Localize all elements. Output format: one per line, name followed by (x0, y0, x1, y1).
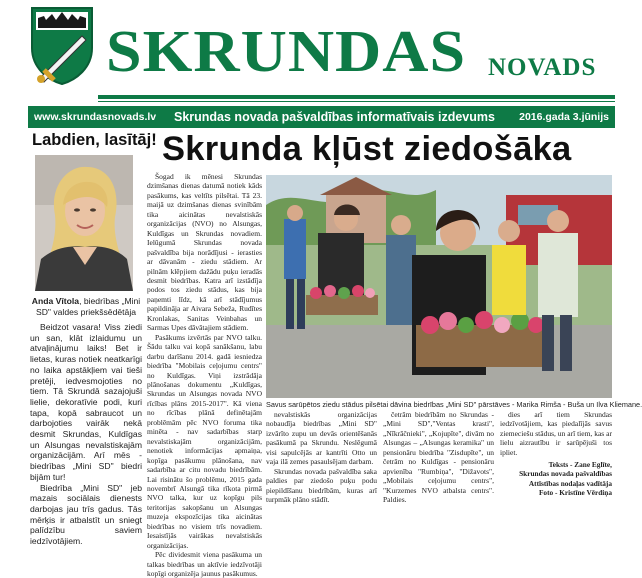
article-column-2 (266, 410, 377, 505)
masthead-rule-thin (98, 101, 615, 102)
article-paragraph: dies arī tiem Skrundas iedzīvotājiem, kas piedalījās savus ziemeciešu stādus, un arī tiem, kas ar lielu aizrautību ir sarūpējuši tos ipliet. (500, 410, 612, 457)
credit-line: Teksts - Zane Eglīte, (548, 460, 612, 470)
caption-role: , biedrības „Mini SD" valdes priekšsēdētāja (35, 296, 141, 317)
caption-name: Anda Vītola (31, 296, 80, 306)
article-paragraph: Pasākums izvērtās par NVO talku. Šādu talku vai kopā sanākšanu, labu darbu darīšanu 2014. gadā iesniedza biedrība "Mobilais ceļojumu centrs" no Kuldīgas. Viņi izstrādāja plānošanas dokumentu „Kuldīgas, Skrundas un Alsungas novada NVO rīcības plāns 2015-2017". Kā viena no rīcības plānā definētajām problēmām pēc NVO foruma tika minēta - nav sadarbības starp nevalstiskajām organizācijām, nenotiek informācijas apmaiņa, kopīga pasākumu plānošana, nav sadarbība ar citu novadu biedrībām. Lai risinātu šo problēmu, 2015 gada novembrī Alsungā tika rīkota pirmā NVO talka, kur uz kopīgu pils teritorijas sakopšanu un Alsungas muzeja ekspozīcijas tika aicinātas biedrības no visiem trīs novadiem. Iesaistījās vairākas nevalstiskās organizācijas. (147, 332, 262, 550)
greeting-body (30, 322, 142, 547)
credit-line: Foto - Kristīne Vērdiņa (538, 487, 612, 497)
article-column-1 (147, 172, 262, 578)
article-paragraph: Skrundas novada pašvaldība saka paldies par ziedošo puķu podu piepildīšanu biedrībām, kuras arī turpmāk plāno stādīt. (266, 466, 377, 505)
photo-caption: Savus sarūpētos ziedu stādus pilsētai dāvina biedrības „Mini SD" pārstāves - Marika Rimša - Buša un Ilva Kliemane. (266, 400, 642, 409)
masthead-band (28, 106, 615, 128)
coat-of-arms-icon (30, 6, 94, 86)
article-headline: Skrunda kļūst ziedošāka (162, 130, 572, 168)
portrait-caption (30, 296, 142, 317)
credit-line: Skrundas novada pašvaldības (519, 469, 612, 479)
website-url: www.skrundasnovads.lv (34, 111, 157, 123)
article-paragraph: nevalstiskās organizācijas nobaudīja biedrības „Mini SD" izvārīto zupu un devās orientēšanās pasākumā pa Skrundu. Neslēgumā visi sapulcējās ar kantrīti Otto un vaja ilā zemes pasaulsējam darbam. (266, 410, 377, 467)
article-column-4 (500, 410, 612, 497)
greeting-paragraph: Beidzot vasara! Viss ziedi un san, klāt izlaidumu un atvaļinājumu laiks! Bet ir lietas, kuras notiek neatkarīgi no laika apstākļiem vai tieši pretēji, iedvesmojoties no tiem. Tā Skrundā sazajojuši lielie, dekoratīvie podi, kuri tapa, kopā sabraucot un darbojoties vairāk nekā desmit Skrundas, Kuldīgas un Alsungas nevalstiskajām organizācijām. Arī mēs - biedrības „Mini SD" biedri bijām tur! (30, 322, 142, 482)
author-portrait (35, 155, 133, 291)
masthead-rule (98, 95, 615, 99)
article-paragraph: Pēc dividesmit viena pasākuma un talkas biedrības un aktīvie iedzīvotāji kopīgi organizēja jaunus pasākumus. (147, 550, 262, 578)
article-photo (266, 175, 612, 398)
newspaper-subtitle: NOVADS (488, 54, 597, 81)
newspaper-title: SKRUNDAS (106, 18, 467, 84)
article-credits (500, 460, 612, 497)
article-paragraph: Šogad ik mēnesi Skrundas dzimšanas dienas datumā notiek kāds pasākums, kas veltīts pilsētai. Tā 23. maijā uz dzimšanas dienas svinībām tika aicinātas nevalstiskās organizācijas (NVO) no Alsungas, Kuldīgas un Skrundas novadiem. Ielūgumā Skrundas novada pašvaldība bija norādījusi - ierasties ar dāvanām - ziedu stādiem. Ar pilnām klēpjiem dažādu puķu ieradās desmit biedrības. Katra arī izstādīja podos tos ziedu stādus, kas bija paņemti līdz, kā arī stādījumus papildināja ar Aivara Sebeža, Rudītes Kronlakas, Sanitas Veinbahas un Sarmas Upes dāvātajiem stādiem. (147, 172, 262, 333)
article-paragraph: četrām biedrībām no Skrundas - „Mini SD","Ventas krasti", „Nīkrāčnieki", „Kojupīte", divām no Alsungas – „Alsungas keramika" un pensionāru biedrība "Zisdupīte", un četrām no Kuldīgas - pensionāru apvienība "Rumbiņa", "Dižavots", „Mobilais ceļojumu centrs", "Kurzemes NVO atbalsta centrs". Paldies. (383, 410, 494, 505)
greeting-paragraph: Biedrība „Mini SD" jeb mazais sociālais dienests darbojas jau trīs gadus. Tās mērķis ir atbalstīt un sniegt palīdzību saviem iedzīvotājiem. (30, 482, 142, 547)
publication-tagline: Skrundas novada pašvaldības informatīvais izdevums (174, 110, 495, 124)
article-column-3 (383, 410, 494, 505)
greeting-heading: Labdien, lasītāj! (32, 131, 157, 149)
issue-date: 2016.gada 3.jūnijs (519, 111, 609, 123)
credit-line: Attīstības nodaļas vadītāja (528, 478, 612, 488)
